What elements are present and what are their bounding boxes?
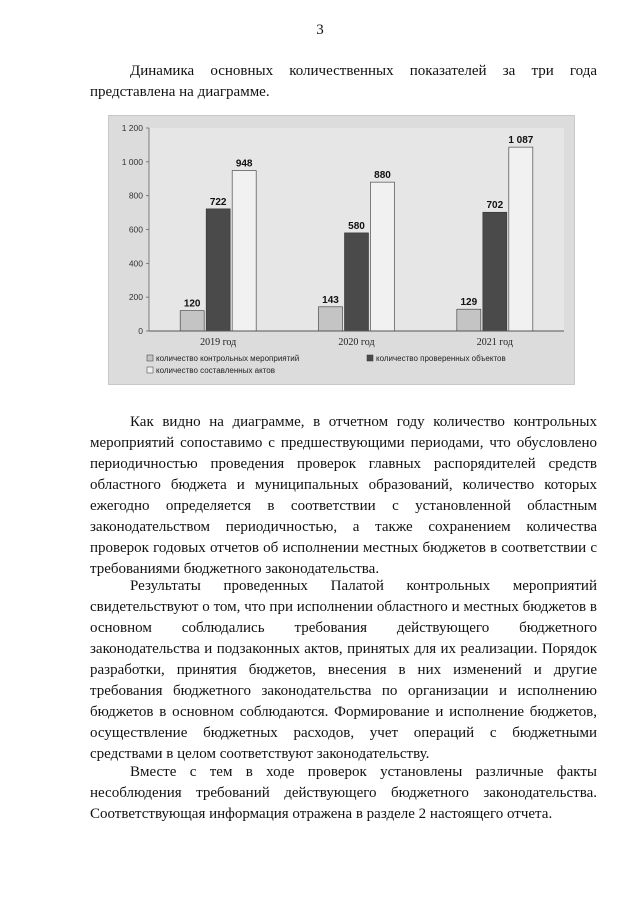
bar	[345, 233, 369, 331]
bar-chart	[108, 115, 575, 385]
legend-swatch	[367, 355, 373, 361]
category-label: 2020 год	[338, 337, 375, 348]
bar	[319, 307, 343, 331]
bar	[232, 171, 256, 331]
legend-swatch	[147, 367, 153, 373]
y-tick-label: 800	[128, 190, 143, 201]
bar-value-label: 143	[322, 294, 339, 306]
legend-label: количество контрольных мероприятий	[156, 354, 300, 363]
bar-value-label: 948	[235, 158, 253, 170]
y-tick-label: 0	[138, 326, 143, 336]
chart-canvas	[109, 116, 574, 384]
bar	[457, 309, 481, 331]
bar	[509, 147, 533, 331]
y-tick-label: 600	[128, 224, 143, 235]
paragraph-comparison: Как видно на диаграмме, в отчетном году количество контрольных мероприятий сопоставимо с предшествующими периодами, что обусловлено периодичностью проведения проверок главных распорядителей средств областного бюджета и муниципальных образований, количество которых ежегодно определяется в соответствии с установленной областным законодательством периодичностью, а также сохранением количества проверок годовых отчетов об исполнении местных бюджетов в соответствии с требованиями бюджетного законодательства.	[90, 414, 597, 577]
bar-value-label: 702	[486, 200, 504, 212]
bar-value-label: 722	[209, 196, 227, 208]
legend-label: количество составленных актов	[156, 366, 275, 375]
bar	[206, 209, 230, 331]
bar	[371, 182, 395, 331]
legend-label: количество проверенных объектов	[376, 354, 506, 363]
chart-intro-paragraph: Динамика основных количественных показателей за три года представлена на диаграмме.	[90, 63, 597, 100]
y-tick-label: 200	[128, 292, 143, 303]
bar-value-label: 1 087	[508, 135, 534, 147]
y-tick-label: 400	[128, 258, 143, 269]
bar	[483, 212, 507, 331]
legend-swatch	[147, 355, 153, 361]
bar-value-label: 129	[460, 297, 478, 309]
page-number: 3	[316, 22, 324, 38]
y-tick-label: 1 000	[121, 156, 143, 167]
bar-value-label: 880	[374, 170, 391, 182]
paragraph-violations: Вместе с тем в ходе проверок установлены различные факты несоблюдения требований действующего бюджетного законодательства. Соответствующая информация отражена в разделе 2 настоящего отчета.	[90, 764, 597, 822]
category-label: 2019 год	[200, 337, 237, 348]
bar-value-label: 120	[183, 298, 201, 310]
paragraph-results: Результаты проведенных Палатой контрольных мероприятий свидетельствуют о том, что при исполнении областного и местных бюджетов в основном соблюдались требования действующего бюджетного законодательства и подзаконных актов, принятых для их реализации. Порядок разработки, принятия бюджетов, внесения в них изменений и другие требования бюджетного законодательства по организации и исполнению бюджетов в основном соблюдаются. Формирование и исполнение бюджетов, осуществление бюджетных расходов, учет операций с бюджетными средствами в целом соответствуют законодательству.	[90, 578, 597, 762]
bar	[180, 311, 204, 331]
bar-value-label: 580	[348, 220, 365, 232]
y-tick-label: 1 200	[121, 123, 143, 133]
category-label: 2021 год	[476, 337, 513, 348]
